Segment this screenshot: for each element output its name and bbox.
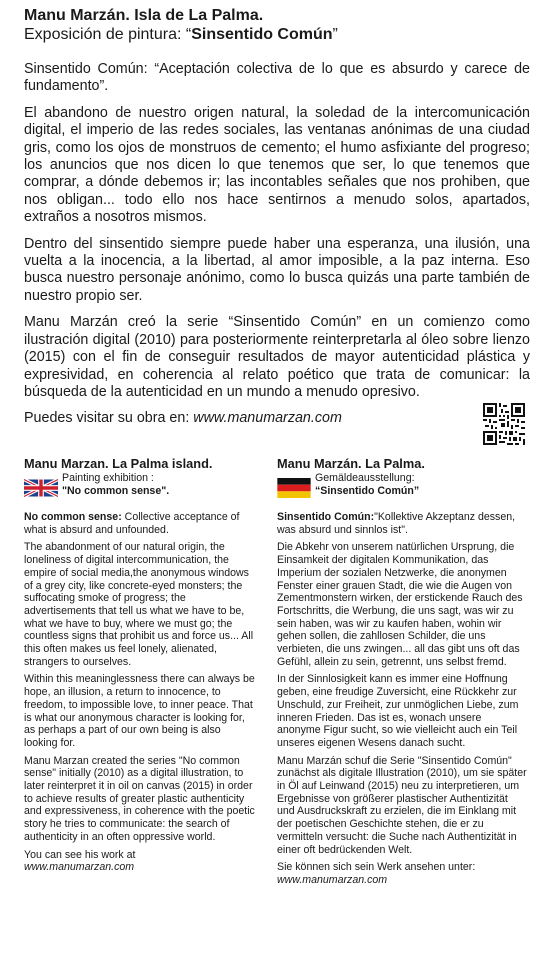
de-visit-prefix: Sie können sich sein Werk ansehen unter: bbox=[277, 861, 476, 874]
en-paragraph-abandonment: The abandonment of our natural origin, the loneliness of digital intercommunication, the empire of social media,the anonymous windows of a grey city, like concrete-eyed monsters; the suffocating smoke of progress; the advertisements that tell us what we have to be, what we have to buy, where we must go; the countless signs that prohibit us and force us... All this often makes us feel lonely, alienated, strangers to ourselves. bbox=[24, 541, 254, 668]
de-title: Manu Marzán. La Palma. bbox=[277, 456, 425, 471]
es-paragraph-hope: Dentro del sinsentido siempre puede haber una esperanza, una ilusión, una vuelta a la inocencia, a la libertad, al amor imposible, a la paz interna. Eso busca nuestro personaje anónimo, como lo busca quizás una parte también de nuestro propio ser. bbox=[24, 235, 530, 304]
en-visit-prefix: You can see his work at bbox=[24, 848, 136, 861]
en-paragraph-definition bbox=[24, 511, 256, 536]
de-definition-lead: Sinsentido Común: bbox=[277, 511, 375, 523]
en-visit-line bbox=[24, 849, 256, 874]
en-exhibition-name: "No common sense". bbox=[62, 484, 170, 497]
en-exhibition-label: Painting exhibition : bbox=[62, 472, 154, 484]
es-paragraph-series: Manu Marzán creó la serie “Sinsentido Común” en un comienzo como ilustración digital (2010) para posteriormente reinterpretarla al óleo sobre lienzo (2015) con el fin de conseguir resultados de mayor autenticidad plástica y expresividad, en coherencia al relato poético que trata de comunicar: la búsqueda de la autenticidad en un mundo a menudo opresivo. bbox=[24, 314, 530, 400]
de-paragraph-hope: In der Sinnlosigkeit kann es immer eine Hoffnung geben, eine freudige Zuversicht, eine Rückkehr zur Unschuld, zur Freiheit, zur unmöglichen Liebe, zum inneren Frieden. Das ist es, wonach unsere anonyme Figur sucht, so wie vielleicht auch ein Teil unseres eigenen Wesens danach sucht. bbox=[277, 673, 519, 749]
de-visit-line bbox=[277, 861, 527, 886]
es-exhibition-name: Sinsentido Común bbox=[191, 26, 333, 43]
uk-flag-icon bbox=[24, 478, 58, 498]
en-paragraph-series: Manu Marzan created the series "No common sense" initially (2010) as a digital illustration, to later reinterpret it in oil on canvas (2015) in order to achieve results of greater plastic authenticity and expressiveness, in coherence with the poetic story he tries to communicate: the search of authenticity in an often oppressive world. bbox=[24, 754, 255, 843]
qr-code-icon[interactable] bbox=[483, 403, 525, 445]
en-visit-link[interactable]: www.manumarzan.com bbox=[24, 861, 135, 874]
en-exhibition-row bbox=[24, 472, 256, 500]
de-paragraph-abandonment: Die Abkehr von unserem natürlichen Ursprung, die Einsamkeit der digitalen Kommunikation, das Imperium der sozialen Netzwerke, die anonymen Fenster einer grauen Stadt, die wie die Augen von Zementmonstern wirken, der erstickende Rauch des Fortschritts, die Werbung, die uns sagt, was wir zu sein haben, was wir zu kaufen haben, wohin wir gehen sollen, die zahllosen Schilder, die uns verbieten, die uns zwingen... all das gibt uns oft das Gefühl, allein zu sein, getrennt, uns selbst fremd. bbox=[277, 541, 523, 668]
de-exhibition-name: “Sinsentido Común” bbox=[315, 484, 420, 497]
en-definition-body: Collective acceptance of what is absurd and unfounded. bbox=[24, 511, 240, 536]
english-column bbox=[24, 456, 256, 874]
en-paragraph-hope: Within this meaninglessness there can always be hope, an illusion, a return to innocence, to freedom, to impossible love, to inner peace. That is what our anonymous character is looking for, as perhaps a part of our own being is also looking for. bbox=[24, 673, 255, 749]
en-title: Manu Marzan. La Palma island. bbox=[24, 456, 213, 471]
de-exhibition-text bbox=[315, 472, 419, 497]
de-paragraph-series: Manu Marzán schuf die Serie "Sinsentido Común" zunächst als digitale Illustration (2010), um sie später in Öl auf Leinwand (2015) neu zu interpretieren, um Ergebnisse von größerer plastischer Authentizität und Ausdruckskraft zu erzielen, die im Einklang mit der poetischen Geschichte stehen, die er zu vermitteln versucht: die Suche nach Authentizität in einer oft bedrückenden Welt. bbox=[277, 754, 527, 856]
de-paragraph-definition bbox=[277, 511, 527, 536]
de-exhibition-row bbox=[277, 472, 527, 500]
german-column bbox=[277, 456, 527, 887]
es-paragraph-definition: Sinsentido Común: “Aceptación colectiva de lo que es absurdo y carece de fundamento”. bbox=[24, 61, 530, 95]
spanish-section bbox=[24, 6, 530, 428]
es-visit-line bbox=[24, 410, 530, 427]
es-title: Manu Marzán. Isla de La Palma. bbox=[24, 7, 264, 24]
german-flag-icon bbox=[277, 478, 311, 498]
es-subtitle-suffix: ” bbox=[332, 26, 338, 43]
es-subtitle-prefix: Exposición de pintura: “ bbox=[24, 26, 192, 43]
de-visit-link[interactable]: www.manumarzan.com bbox=[277, 873, 388, 886]
en-exhibition-text bbox=[62, 472, 169, 497]
es-visit-prefix: Puedes visitar su obra en: bbox=[24, 410, 194, 427]
de-definition-body: "Kollektive Akzeptanz dessen, was absurd und sinnlos ist". bbox=[277, 511, 516, 536]
es-visit-link[interactable]: www.manumarzan.com bbox=[193, 410, 342, 427]
en-definition-lead: No common sense: bbox=[24, 511, 122, 523]
es-paragraph-abandonment: El abandono de nuestro origen natural, la soledad de la intercomunicación digital, el imperio de las redes sociales, las ventanas anónimas de una ciudad gris, como los ojos de monstruos de cemento; el humo asfixiante del progreso; los anuncios que nos dicen lo que tenemos que ser, lo que tenemos que comprar, a dónde debemos ir; las incontables señales que nos prohiben, que nos obligan... todo ello nos hace sentirnos a menudo solos, apartados, extraños a nosotros mismos. bbox=[24, 104, 530, 226]
es-subtitle bbox=[24, 25, 530, 44]
de-exhibition-label: Gemäldeausstellung: bbox=[315, 472, 415, 484]
